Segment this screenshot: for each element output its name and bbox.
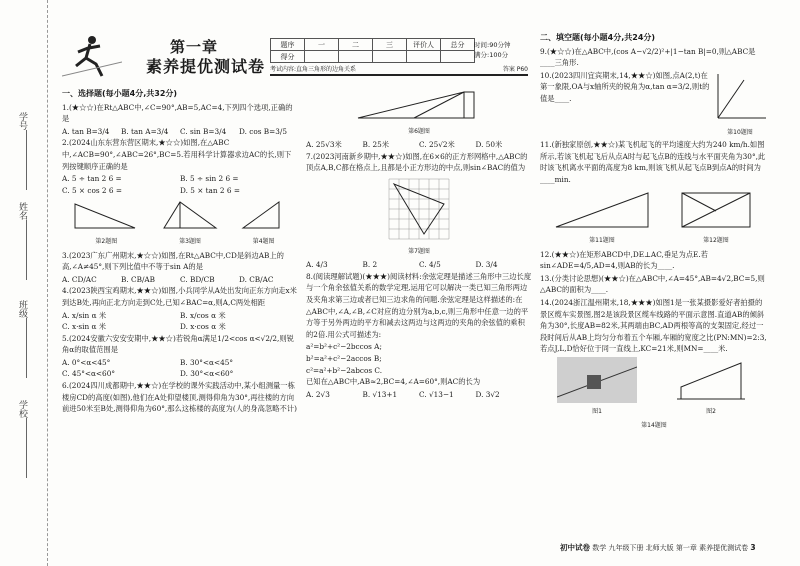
question-2: 2.(2024山东东营东营区期末,★☆☆)如图,在△ABC中,∠ACB=90°,∠ABC=26°,BC=5.若用科学计算器求边AC的长,则下列按键顺序正确的是 — [62, 138, 292, 171]
section-title: 二、填空题(每小题4分,共24分) — [540, 33, 656, 42]
option: D. 3√2 — [475, 389, 500, 399]
option: B. 30°<α<45° — [180, 357, 234, 367]
question-3: 3.(2023广东广州期末,★☆☆)如图,在Rt△ABC中,CD是斜边AB上的高,∠A≠45°,则下列比值中不等于sin A的是 — [62, 250, 284, 272]
option: C. x·sin α 米 — [62, 322, 107, 332]
section-title: 一、选择题(每小题4分,共32分) — [62, 89, 178, 98]
table-cell — [305, 51, 339, 63]
q5-options — [62, 357, 298, 380]
footer-info: 数学 九年级下册 北师大版 第一章 素养提优测试卷 — [592, 544, 749, 552]
table-cell: 二 — [339, 39, 373, 51]
binding-strip — [0, 0, 48, 566]
full-score: 满分:100分 — [474, 51, 509, 59]
figure-caption: 第3题图 — [179, 237, 201, 245]
figure-12 — [676, 187, 756, 231]
question-5: 5.(2024安徽六安安安期中,★★☆)若锐角α满足1/2<cos α<√2/2,则锐角α的取值范围是 — [62, 333, 294, 355]
figure-caption: 第6题图 — [408, 127, 430, 135]
figures-2-4 — [62, 198, 298, 247]
figure-6-wrap — [306, 88, 532, 137]
chapter-title: 第一章 — [170, 38, 219, 56]
answer-page: 答案 P60 — [502, 66, 528, 73]
option: A. CD/AC — [62, 274, 97, 284]
q1-options — [62, 126, 298, 138]
q3-options — [62, 274, 298, 286]
option: A. x/sin α 米 — [62, 310, 107, 320]
option: C. 45°<α<60° — [62, 369, 115, 379]
figure-7-wrap — [306, 176, 532, 257]
option: C. BD/CB — [180, 274, 215, 284]
exam-scope: 考试内容:直角三角形的边角关系 — [270, 66, 357, 73]
option: B. tan A=3/4 — [121, 126, 169, 136]
figure-caption: 第7题图 — [408, 247, 430, 255]
table-cell: 题序 — [271, 39, 305, 51]
figure-caption: 第11题图 — [589, 236, 615, 244]
option: D. CB/AC — [239, 274, 274, 284]
question-12: 12.(★★☆)在矩形ABCD中,DE⊥AC,垂足为点E.若sin∠ADE=4/5,AD=4,则AB的长为____. — [540, 249, 708, 271]
option: C. sin B=3/4 — [180, 126, 227, 136]
formula: a²=b²+c²−2bccos A; — [306, 342, 382, 352]
figure-7 — [386, 176, 452, 242]
option: C. 25√2米 — [419, 140, 455, 150]
question-4: 4.(2023陕西宝鸡期末,★★☆)如图,小兵同学从A处出发向正东方向走x米到达B处,再向正北方向走到C处,已知∠BAC=α,则A,C两处相距 — [62, 286, 297, 307]
page-number: 3 — [750, 543, 756, 552]
question-9: 9.(★☆☆)在△ABC中,(cos A−√2/2)²+|1−tan B|=0,则△ABC是____三角形. — [540, 46, 756, 68]
option: A. 0°<α<45° — [62, 357, 111, 367]
table-cell: 三 — [373, 39, 407, 51]
question-8-ask: 已知在△ABC中,AB≈2,BC=4,∠A=60°,则AC的长为 — [306, 377, 481, 387]
option: C. √13−1 — [419, 389, 454, 399]
table-cell: 总分 — [441, 39, 475, 51]
option: D. x·cos α 米 — [180, 322, 226, 332]
figure-caption: 第4题图 — [252, 237, 275, 245]
question-13: 13.(分类讨论思想)(★★☆)在△ABC中,∠A=45°,AB=4√2,BC=5,则△ABC的面积为____. — [540, 273, 765, 295]
table-cell: 得分 — [271, 51, 305, 63]
question-7: 7.(2023河南新乡期中,★★☆)如图,在6×6的正方形网格中,△ABC的顶点A,B,C都在格点上,且都是小正方形边的中点,则sin∠BAC的值为 — [306, 151, 528, 173]
scope-bar — [270, 64, 528, 76]
question-8: 8.(阅读理解试题)(★★★)阅读材料:余弦定理是描述三角形中三边长度与一个角余弦值关系的数学定理,运用它可以解决一类已知三角形两边及夹角求第三边或者已知三边求角的问题.余弦定理是这样描述的:在△ABC中,∠A,∠B,∠C对应的边分别为a,b,c,则三角形中任意一边的平方等于另外两边的平方和减去这两边与这两边的夹角的余弦值的乘积的2倍.用公式可描述为: — [306, 271, 532, 339]
option: B. 25米 — [362, 140, 390, 150]
option: A. tan B=3/4 — [62, 126, 110, 136]
footer-brand: 初中试卷 — [560, 543, 590, 552]
name-label: 姓名 — [17, 202, 27, 220]
option: B. 5 ÷ sin 2 6 = — [180, 174, 239, 184]
question-1: 1.(★☆☆)在Rt△ABC中,∠C=90°,AB=5,AC=4,下列四个选项,正确的是 — [62, 102, 293, 124]
table-cell — [407, 51, 441, 63]
figure-14-wrap — [540, 357, 768, 418]
figure-10 — [712, 70, 768, 124]
option: A. 4/3 — [306, 260, 328, 270]
q4-options — [62, 310, 298, 333]
figure-caption: 图2 — [706, 408, 716, 416]
time-info — [474, 40, 510, 60]
option: B. x/cos α 米 — [180, 310, 226, 320]
option: C. 5 × cos 2 6 = — [62, 185, 122, 195]
formula: b²=a²+c²−2accos B; — [306, 353, 382, 363]
option: C. 4/5 — [419, 260, 441, 270]
q7-options — [306, 259, 532, 271]
exam-title: 素养提优测试卷 — [146, 57, 266, 76]
table-cell — [339, 51, 373, 63]
option: A. 25√3米 — [306, 140, 342, 150]
question-6: 6.(2024四川成都期中,★★☆)在学校的课外实践活动中,某小组测量一栋楼房CD的高度(如图),他们在A处仰望楼顶,测得仰角为30°,再往楼的方向前进50米至B处,测得仰角为60°,那么这栋楼的高度为(人的身高忽略不计) — [62, 381, 297, 414]
question-10: 10.(2023四川宜宾期末,14,★★☆)如图,点A(2,t)在第一象限,OA与x轴所夹的锐角为α,tan α=3/2,则t的值是____. — [540, 70, 710, 103]
option: D. 5 × tan 2 6 = — [180, 185, 240, 195]
school-label: 学校 — [17, 400, 27, 418]
runner-icon — [62, 32, 122, 78]
table-cell: 一 — [305, 39, 339, 51]
left-column — [62, 88, 298, 416]
q8-options — [306, 389, 532, 401]
figure-caption: 图1 — [592, 408, 602, 416]
class-label: 班级 — [17, 300, 27, 318]
figure-11 — [552, 187, 652, 231]
option: D. 3/4 — [475, 260, 498, 270]
option: D. 30°<α<60° — [180, 369, 234, 379]
q10-wrap — [540, 70, 768, 139]
question-11: 11.(新独家原创,★★☆)某飞机起飞的平均速度大约为240 km/h.如图所示,若该飞机起飞后从点A时与起飞点B的连线与水平面夹角为30°,此时该飞机离水平面的高度为8 km,则该飞机从起飞点B到点A的时间为____min. — [540, 139, 766, 184]
page-footer — [560, 542, 756, 553]
score-table — [270, 38, 475, 63]
right-column — [540, 32, 768, 432]
time-limit: 时间:90分钟 — [474, 41, 511, 49]
table-cell: 评价人 — [407, 39, 441, 51]
option: A. 5 ÷ tan 2 6 = — [62, 174, 122, 184]
figure-3 — [160, 198, 220, 232]
q6-options — [306, 139, 532, 151]
formula: c²=a²+b²−2abcos C. — [306, 365, 383, 375]
option: B. CB/AB — [121, 274, 156, 284]
figure-6 — [354, 88, 484, 122]
figure-caption: 第2题图 — [95, 237, 118, 245]
option: B. 2 — [362, 260, 378, 270]
figure-caption: 第10题图 — [727, 129, 753, 137]
figure-caption: 第14题图 — [641, 422, 667, 430]
student-id-label: 学号 — [17, 112, 27, 130]
figure-4 — [239, 198, 289, 232]
option: D. 50米 — [475, 140, 503, 150]
option: B. √13+1 — [362, 389, 398, 399]
table-cell — [441, 51, 475, 63]
figure-caption: 第12题图 — [703, 236, 729, 244]
q2-options — [62, 173, 298, 196]
figure-14-photo — [557, 357, 637, 403]
option: D. cos B=3/5 — [239, 126, 287, 136]
figures-11-12 — [540, 187, 768, 246]
figure-14-diagram — [671, 357, 751, 403]
table-cell — [373, 51, 407, 63]
option: A. 2√3 — [306, 389, 330, 399]
figure-2 — [71, 198, 141, 232]
question-14: 14.(2024浙江温州期末,18,★★★)如图1是一张某摄影爱好者拍摄的景区缆车实景图,图2是该段景区缆车线路的平面示意图.直道AB的倾斜角为30°,长度AB=82米,其两端由BC,AD两根等高的支架固定,经过一段时间后从AB上均匀分布着五个车厢,车厢的宽度之比(PN:MN)=2:3,若点J,L,D恰好位于同一直线上,KC=21米,则MN=____米. — [540, 297, 767, 354]
middle-column — [306, 86, 532, 400]
